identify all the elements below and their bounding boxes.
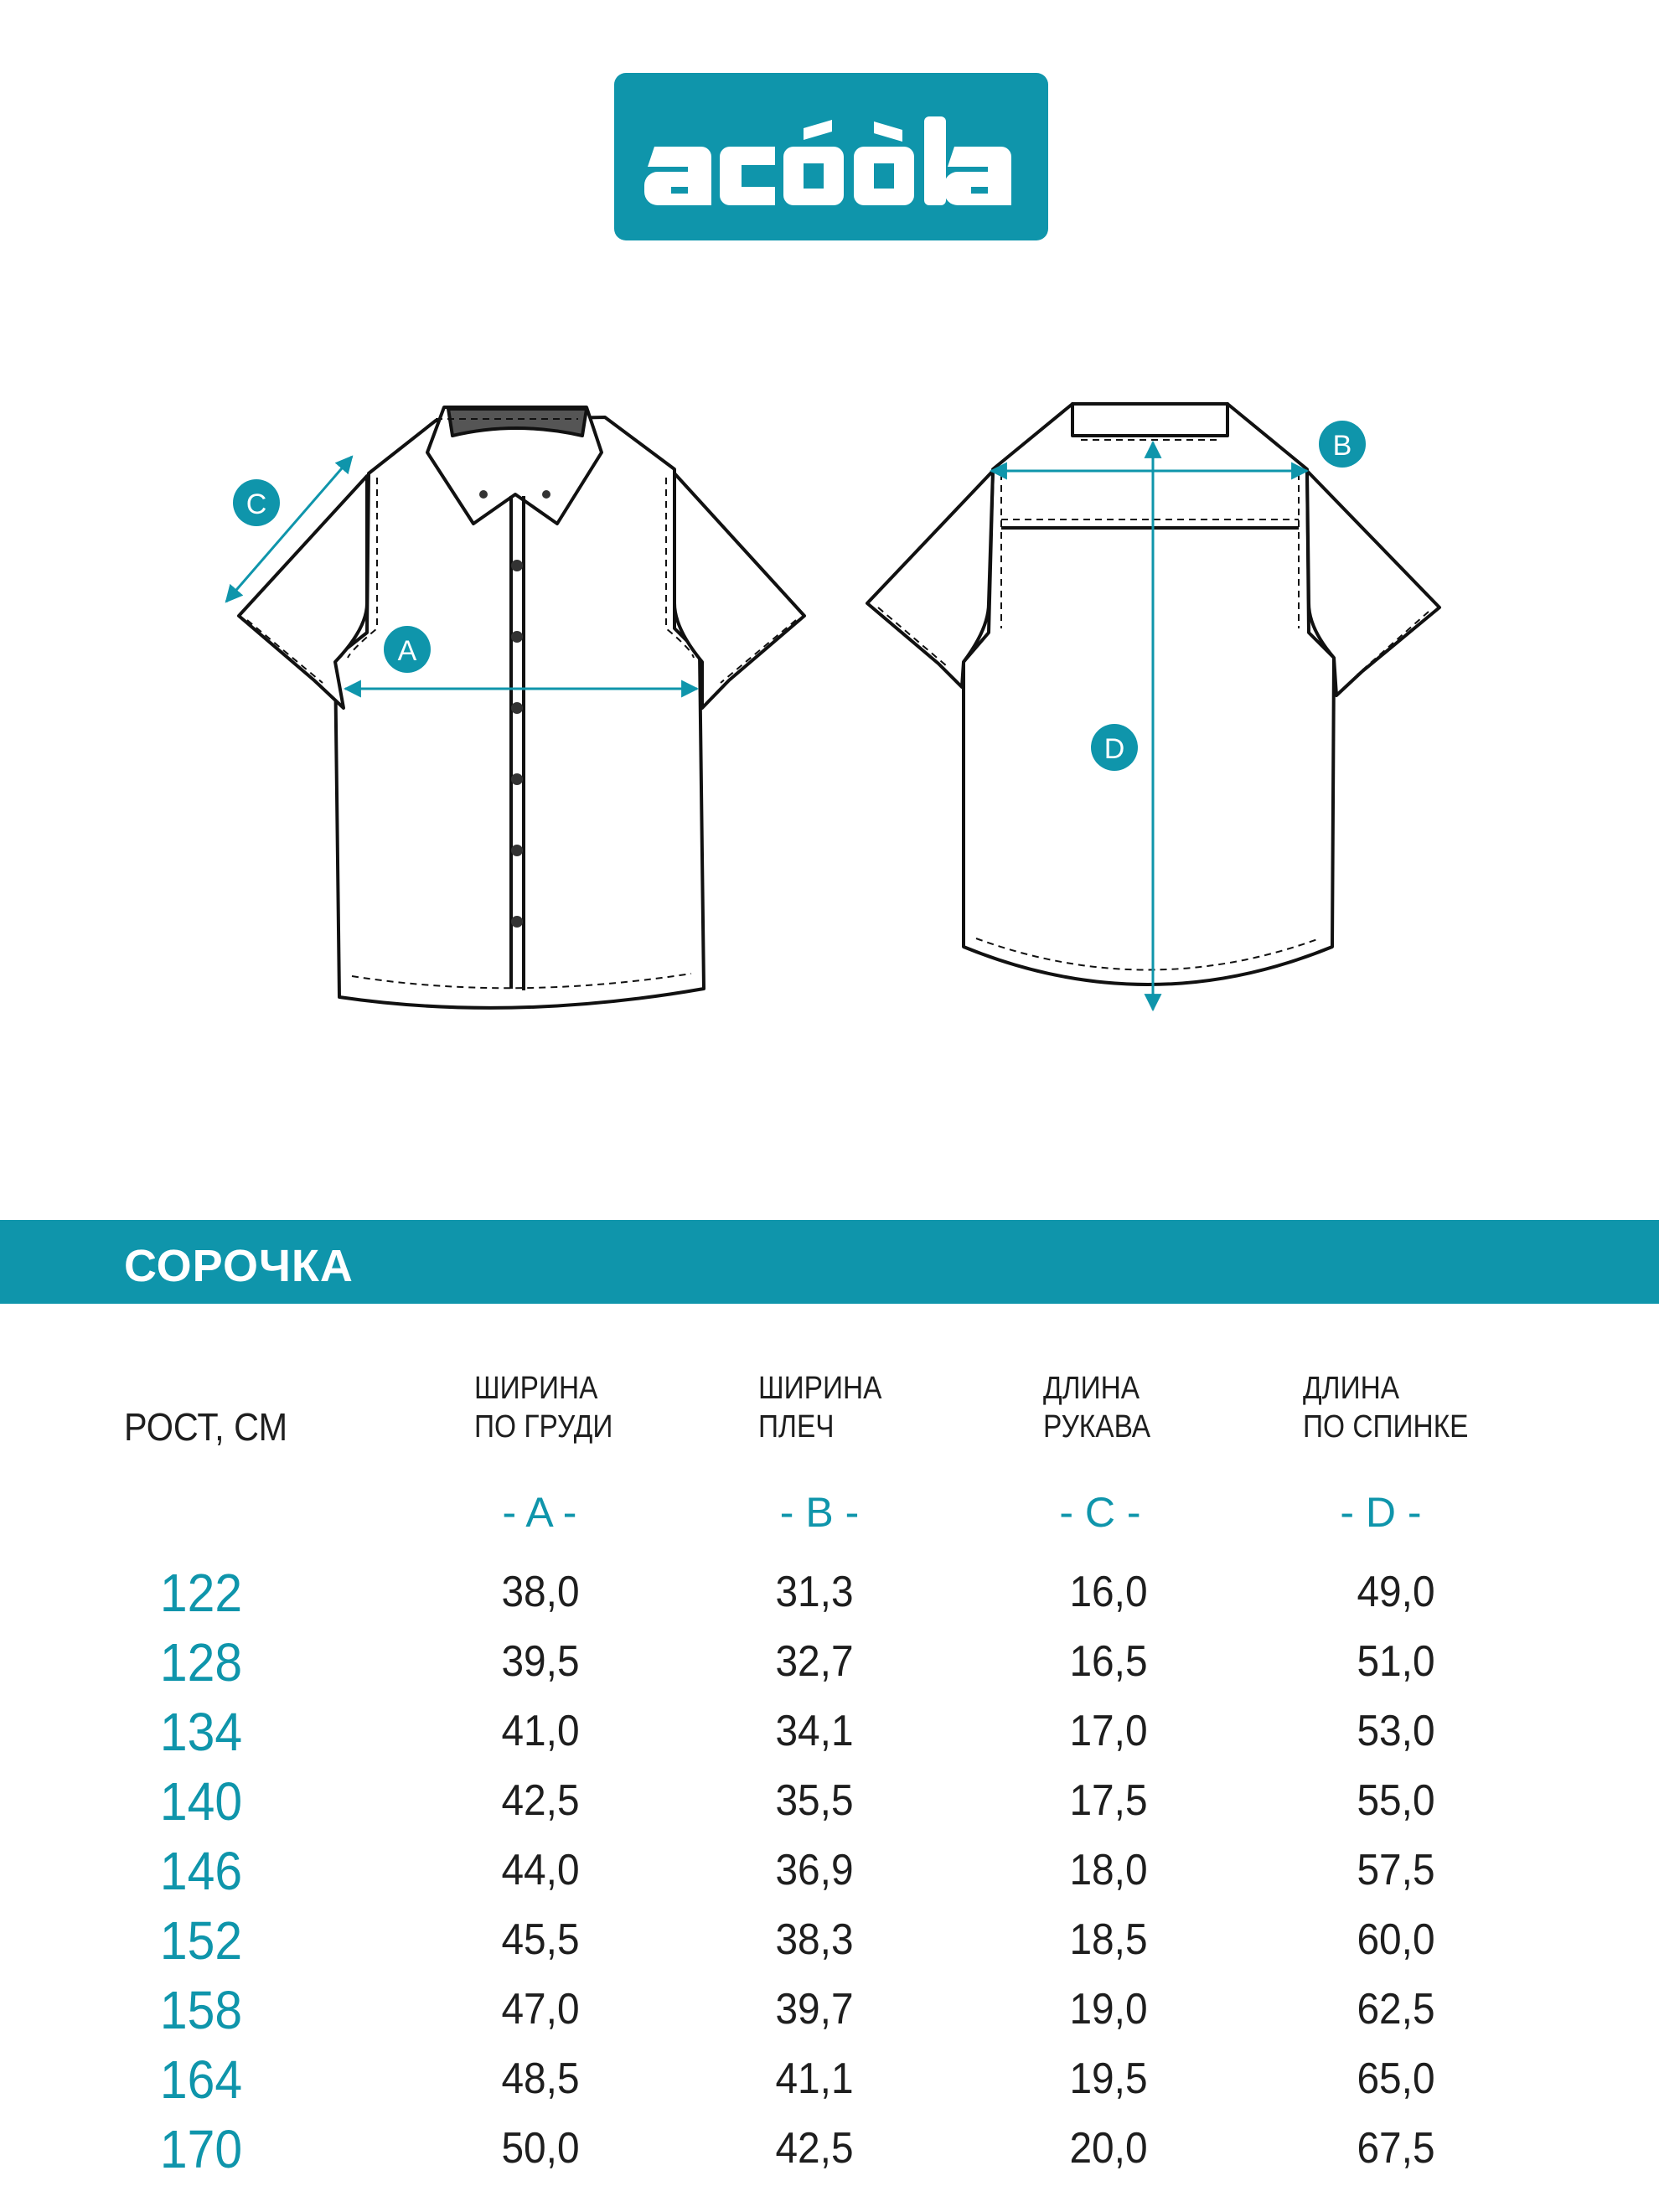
- marker-a: A: [397, 635, 417, 667]
- sleeve-value: 16,5: [1069, 1637, 1148, 1686]
- chest-value: 42,5: [501, 1776, 580, 1825]
- table-row: [0, 1771, 1659, 1842]
- height-value: 164: [159, 2049, 243, 2110]
- sleeve-value: 16,0: [1069, 1568, 1148, 1616]
- shirt-diagram: [0, 352, 1659, 1039]
- marker-b: B: [1332, 430, 1352, 462]
- height-value: 146: [159, 1841, 243, 1901]
- column-letter-d: - D -: [1340, 1489, 1422, 1536]
- back-length-value: 49,0: [1357, 1568, 1435, 1616]
- chest-value: 45,5: [501, 1915, 580, 1964]
- sleeve-value: 18,5: [1069, 1915, 1148, 1964]
- column-letter-b: - B -: [779, 1489, 860, 1536]
- back-length-value: 60,0: [1357, 1915, 1435, 1964]
- column-header-sleeve: ДЛИНА РУКАВА: [1043, 1371, 1151, 1445]
- height-value: 122: [159, 1563, 243, 1623]
- column-header-chest: ШИРИНА ПО ГРУДИ: [474, 1371, 613, 1445]
- table-row: [0, 1702, 1659, 1773]
- brand-logo-mark: [614, 73, 1048, 240]
- chest-value: 50,0: [501, 2124, 580, 2173]
- shoulder-value: 35,5: [775, 1776, 854, 1825]
- shoulder-value: 41,1: [775, 2054, 854, 2103]
- section-title: СОРОЧКА: [124, 1241, 354, 1291]
- chest-value: 38,0: [501, 1568, 580, 1616]
- back-length-value: 57,5: [1357, 1846, 1435, 1894]
- height-value: 128: [159, 1632, 243, 1693]
- height-header: РОСТ, СМ: [124, 1405, 288, 1449]
- shoulder-value: 31,3: [775, 1568, 854, 1616]
- chest-value: 47,0: [501, 1985, 580, 2034]
- sleeve-value: 18,0: [1069, 1846, 1148, 1894]
- height-value: 134: [159, 1702, 243, 1762]
- back-length-value: 65,0: [1357, 2054, 1435, 2103]
- sleeve-value: 17,5: [1069, 1776, 1148, 1825]
- table-row: [0, 1563, 1659, 1634]
- chest-value: 41,0: [501, 1707, 580, 1755]
- back-length-value: 53,0: [1357, 1707, 1435, 1755]
- table-row: [0, 1841, 1659, 1912]
- back-length-value: 62,5: [1357, 1985, 1435, 2034]
- sleeve-value: 19,0: [1069, 1985, 1148, 2034]
- column-letter-a: - A -: [502, 1489, 577, 1536]
- column-header-shoulder: ШИРИНА ПЛЕЧ: [758, 1371, 882, 1445]
- chest-value: 48,5: [501, 2054, 580, 2103]
- table-row: [0, 2119, 1659, 2190]
- shoulder-value: 36,9: [775, 1846, 854, 1894]
- table-row: [0, 1632, 1659, 1703]
- back-length-value: 51,0: [1357, 1637, 1435, 1686]
- height-value: 158: [159, 1980, 243, 2040]
- sleeve-value: 17,0: [1069, 1707, 1148, 1755]
- shoulder-value: 32,7: [775, 1637, 854, 1686]
- shoulder-value: 34,1: [775, 1707, 854, 1755]
- brand-logo: [614, 73, 1048, 240]
- marker-c: C: [245, 488, 267, 520]
- marker-d: D: [1103, 733, 1125, 765]
- column-header-back-length: ДЛИНА ПО СПИНКЕ: [1303, 1371, 1469, 1445]
- sleeve-value: 19,5: [1069, 2054, 1148, 2103]
- section-banner: [0, 1220, 1659, 1304]
- table-row: [0, 1980, 1659, 2051]
- height-value: 140: [159, 1771, 243, 1832]
- chest-value: 39,5: [501, 1637, 580, 1686]
- table-row: [0, 1910, 1659, 1982]
- shoulder-value: 38,3: [775, 1915, 854, 1964]
- back-length-value: 67,5: [1357, 2124, 1435, 2173]
- height-value: 170: [159, 2119, 243, 2179]
- shoulder-value: 42,5: [775, 2124, 854, 2173]
- chest-value: 44,0: [501, 1846, 580, 1894]
- sleeve-value: 20,0: [1069, 2124, 1148, 2173]
- back-length-value: 55,0: [1357, 1776, 1435, 1825]
- shoulder-value: 39,7: [775, 1985, 854, 2034]
- table-row: [0, 2049, 1659, 2121]
- column-letter-c: - C -: [1059, 1489, 1141, 1536]
- height-value: 152: [159, 1910, 243, 1971]
